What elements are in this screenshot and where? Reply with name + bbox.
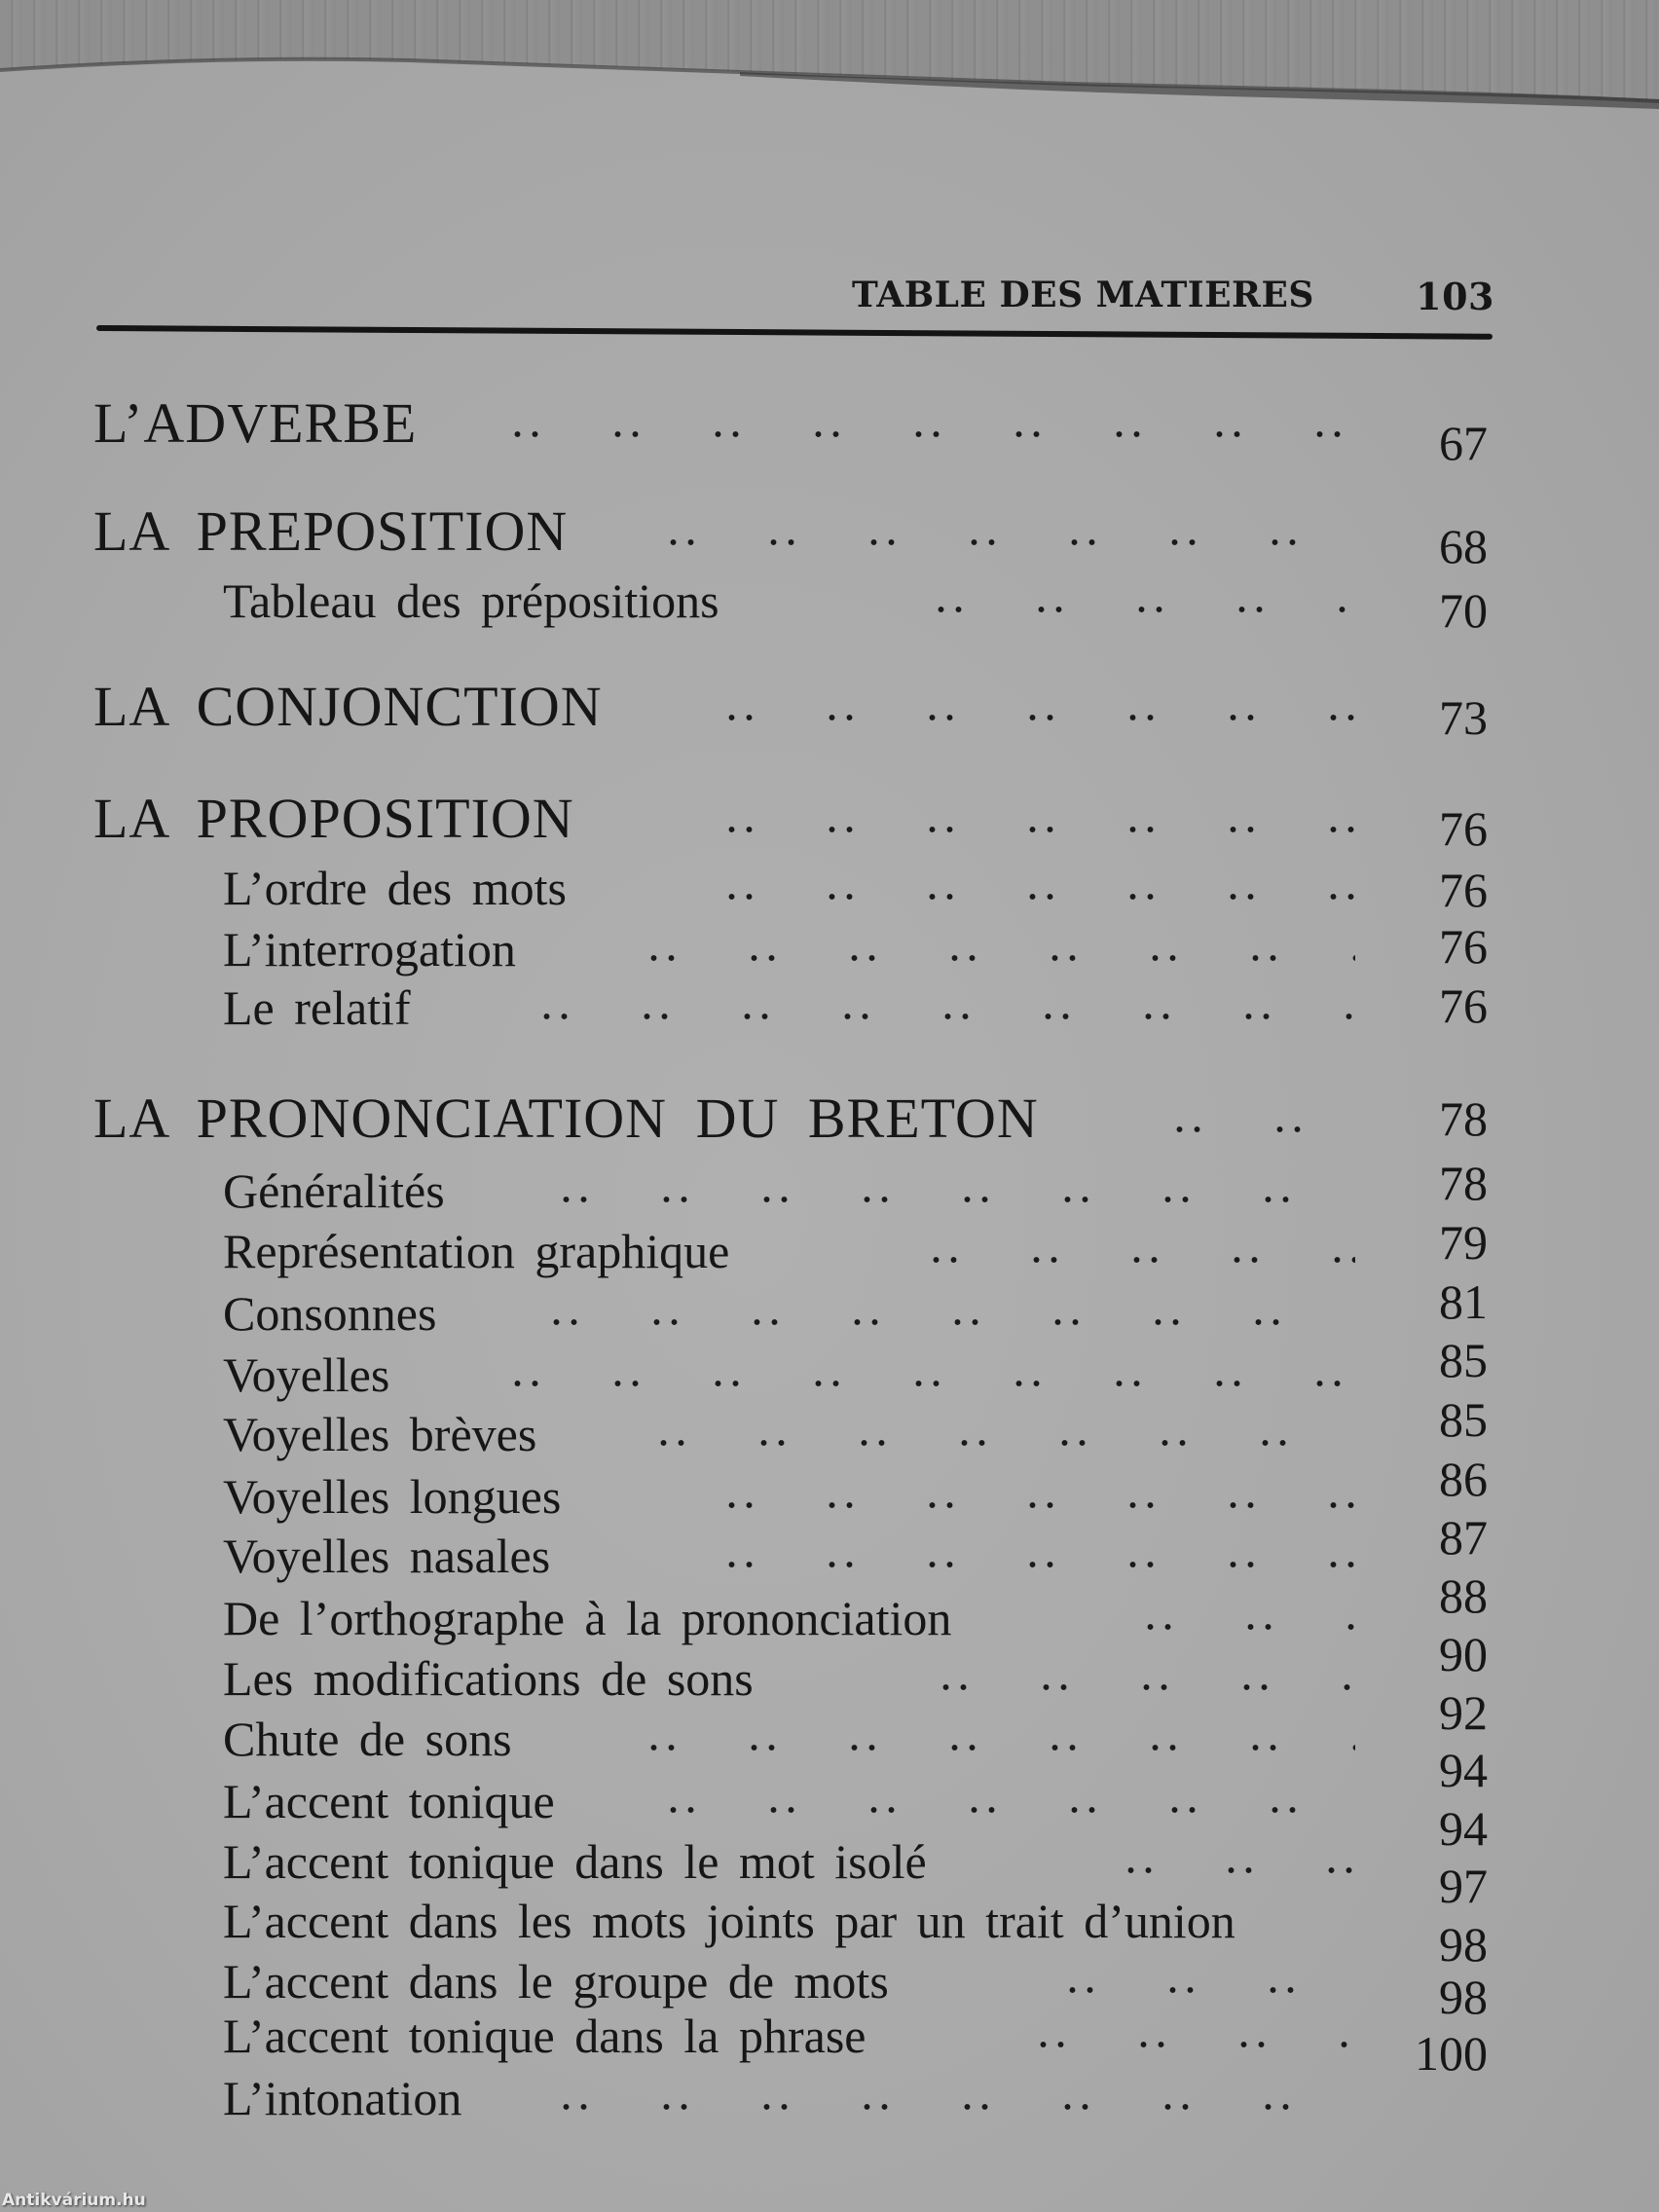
toc-entry-label: L’accent tonique dans le mot isolé: [223, 1834, 927, 1889]
toc-entry-label: LA CONJONCTION: [93, 675, 603, 738]
toc-page-number: 78: [1439, 1091, 1488, 1146]
toc-page-number: 85: [1439, 1333, 1488, 1387]
toc-entry-label: L’accent tonique dans la phrase: [223, 2009, 866, 2063]
dot-leader: [467, 1378, 1355, 1389]
toc-entry-label: L’intonation: [223, 2071, 462, 2125]
toc-page-number: 94: [1439, 1743, 1488, 1797]
toc-entry-label: L’accent tonique: [223, 1774, 555, 1828]
toc-page-number: 76: [1439, 978, 1488, 1033]
dot-leader: [1100, 1621, 1355, 1633]
dot-leader: [1081, 1864, 1355, 1876]
dot-leader: [467, 428, 1355, 440]
dot-leader: [623, 536, 1355, 548]
toc-entry-label: LA PRONONCIATION DU BRETON: [93, 1087, 1039, 1150]
toc-page-number: 97: [1439, 1859, 1488, 1913]
toc-entry-label: L’accent dans le groupe de mots: [223, 1954, 889, 2009]
toc-page-number: 94: [1439, 1801, 1488, 1856]
toc-page-number: 98: [1439, 1970, 1488, 2024]
toc-page-number: 68: [1439, 519, 1488, 573]
dot-leader: [497, 1011, 1355, 1022]
toc-entry-label: Voyelles longues: [223, 1469, 562, 1524]
toc-page-number: 100: [1415, 2026, 1488, 2081]
toc-page-number: 78: [1439, 1156, 1488, 1210]
toc-page-number: 79: [1439, 1215, 1488, 1270]
toc-page-number: 81: [1439, 1274, 1488, 1329]
dot-leader: [1129, 1124, 1355, 1135]
dot-leader: [682, 891, 1355, 903]
toc-entry-label: L’accent dans les mots joints par un trait d’union: [223, 1894, 1235, 1948]
dot-leader: [993, 2039, 1355, 2050]
dot-leader: [896, 1681, 1355, 1693]
toc-entry-label: Tableau des prépositions: [223, 573, 719, 628]
toc-entry-label: Le relatif: [223, 980, 411, 1035]
toc-page-number: 87: [1439, 1510, 1488, 1565]
toc-entry-label: Généralités: [223, 1163, 445, 1218]
toc-page-number: 76: [1439, 919, 1488, 974]
toc-entry-label: Les modifications de sons: [223, 1651, 754, 1706]
toc-page-number: 76: [1439, 863, 1488, 917]
toc-page-number: 92: [1439, 1685, 1488, 1740]
toc-entry-label: Voyelles: [223, 1347, 390, 1402]
toc-entry-label: L’interrogation: [223, 922, 516, 977]
toc-entry-label: LA PROPOSITION: [93, 787, 574, 850]
toc-page-number: 70: [1439, 583, 1488, 638]
toc-page-number: 76: [1439, 801, 1488, 856]
dot-leader: [604, 952, 1355, 964]
toc-entry-label: Chute de sons: [223, 1712, 512, 1766]
dot-leader: [891, 604, 1355, 615]
toc-page-number: 90: [1439, 1627, 1488, 1681]
toc-entry-label: LA PREPOSITION: [93, 499, 569, 563]
toc-page-number: 85: [1439, 1392, 1488, 1447]
toc-entry-label: De l’orthographe à la prononciation: [223, 1591, 952, 1645]
toc-page-number: 86: [1439, 1452, 1488, 1506]
toc-entry-label: Voyelles nasales: [223, 1529, 551, 1583]
toc-page-number: 88: [1439, 1568, 1488, 1623]
toc-page-number: 67: [1439, 416, 1488, 470]
running-head-title: TABLE DES MATIERES: [852, 275, 1314, 315]
dot-leader: [516, 2101, 1355, 2113]
toc-entry-label: Voyelles brèves: [223, 1407, 537, 1461]
dot-leader: [1022, 1984, 1355, 1996]
dot-leader: [682, 824, 1355, 835]
dot-leader: [682, 712, 1355, 723]
dot-leader: [613, 1437, 1355, 1449]
toc-entry-label: Consonnes: [223, 1286, 437, 1341]
toc-page-number: 98: [1439, 1917, 1488, 1972]
dot-leader: [604, 1742, 1355, 1753]
dot-leader: [506, 1316, 1355, 1328]
dot-leader: [682, 1499, 1355, 1511]
page-number: 103: [1416, 275, 1494, 318]
dot-leader: [623, 1804, 1355, 1816]
dot-leader: [516, 1194, 1355, 1205]
toc-entry-label: Représentation graphique: [223, 1224, 730, 1278]
dot-leader: [682, 1559, 1355, 1570]
dot-leader: [886, 1254, 1355, 1266]
toc-entry-label: L’ordre des mots: [223, 861, 567, 915]
toc-page-number: 73: [1439, 690, 1488, 745]
watermark: Antikvárium.hu: [2, 2191, 146, 2210]
toc-entry-label: L’ADVERBE: [93, 391, 418, 455]
